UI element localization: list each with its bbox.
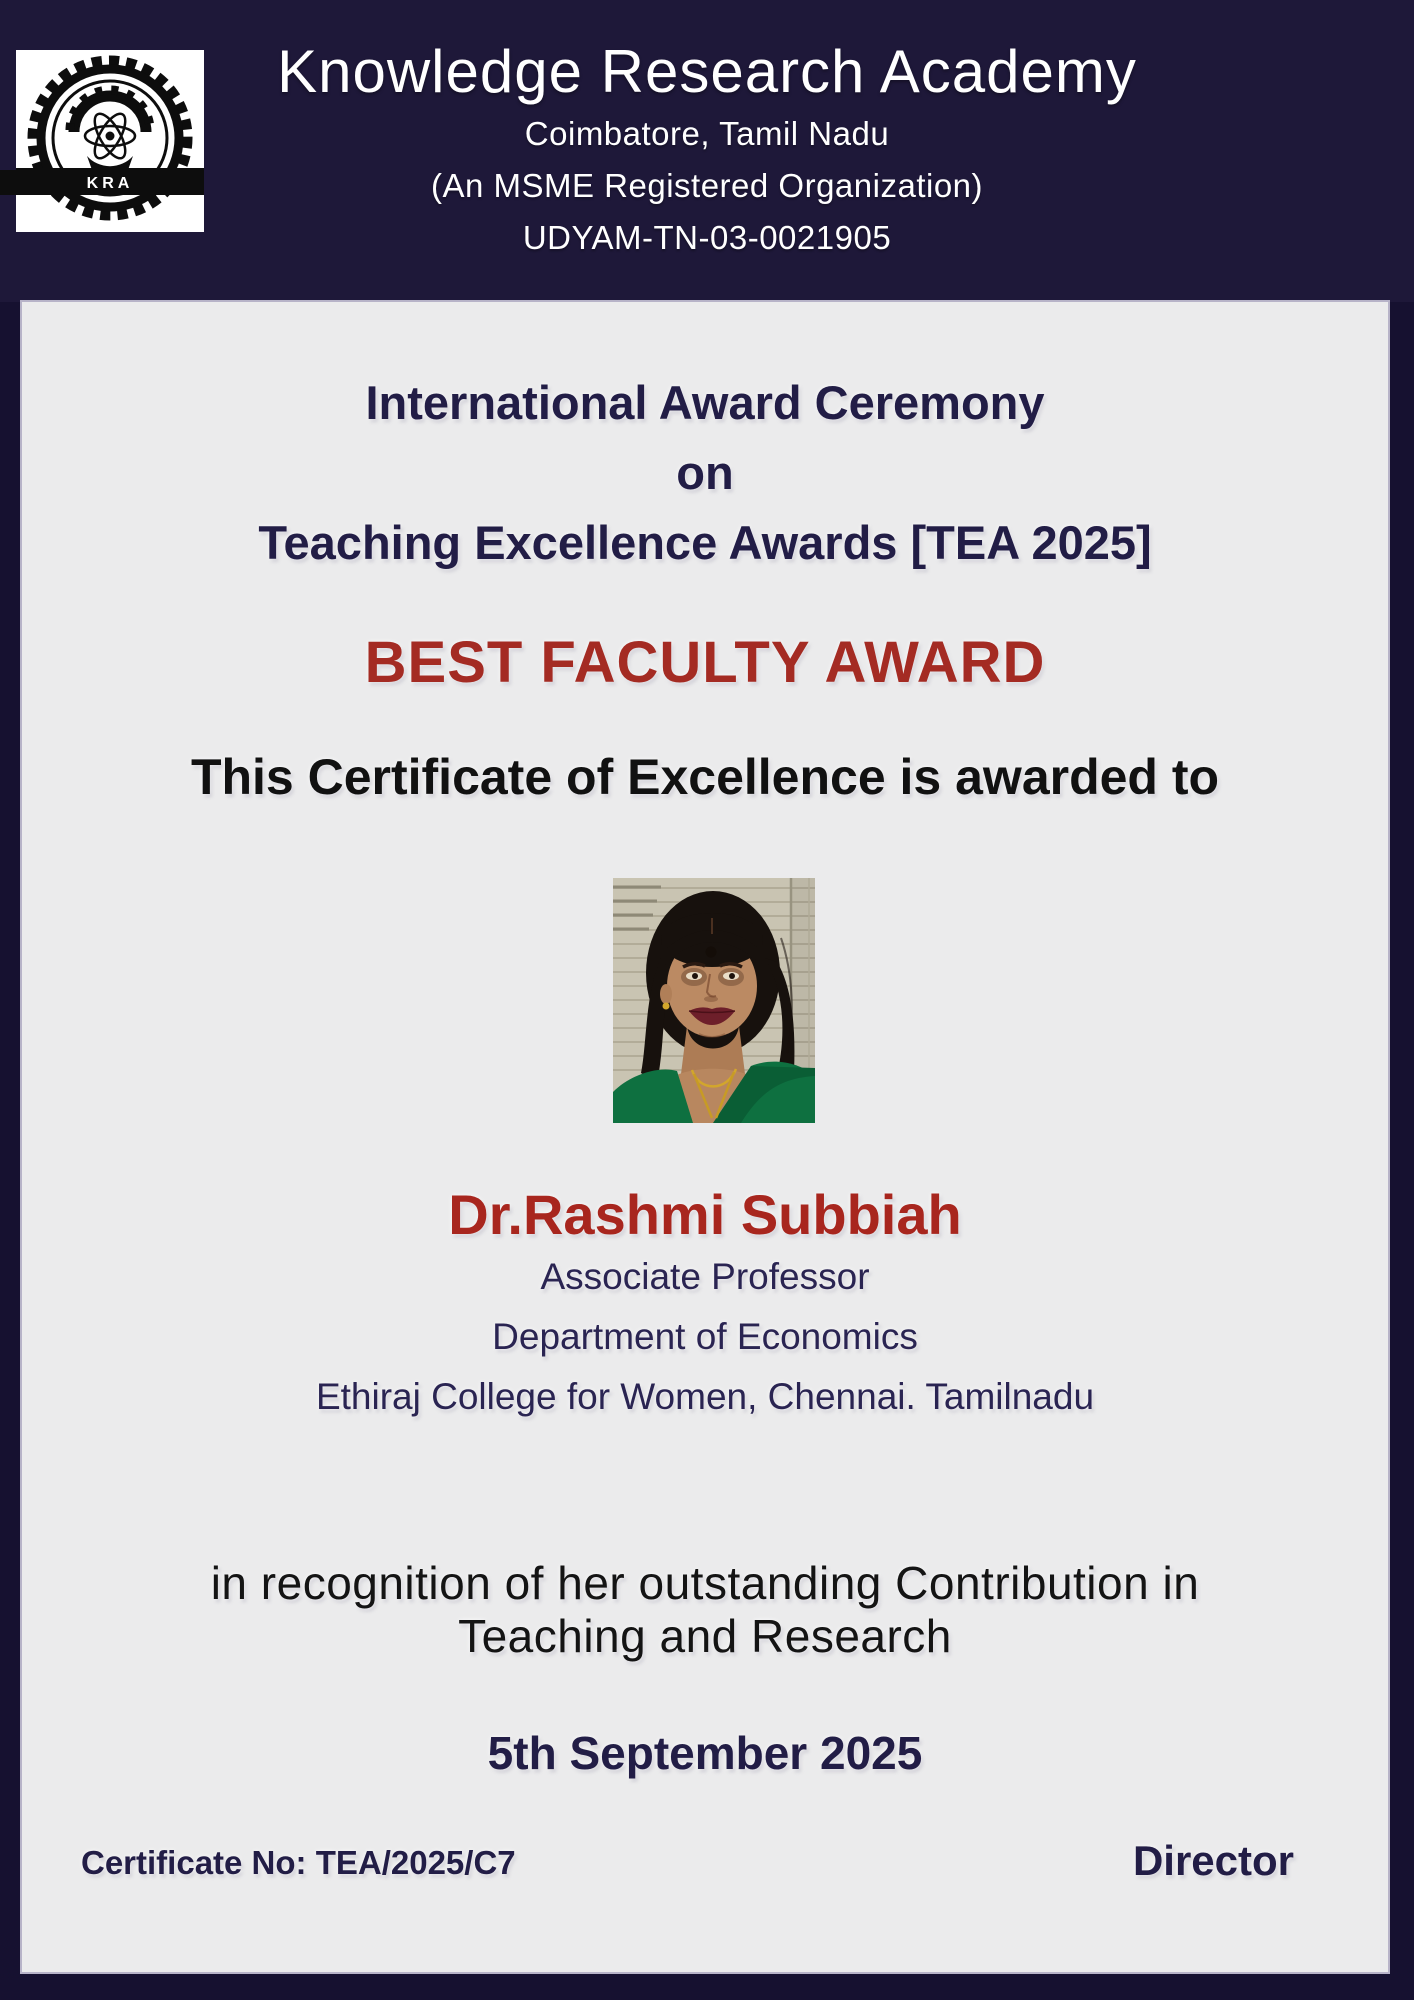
recipient-photo (613, 878, 815, 1123)
recognition-text (22, 1557, 1388, 1663)
presentation-line: This Certificate of Excellence is awarded to (190, 749, 1220, 805)
event-title-line2: on (676, 446, 734, 499)
academy-udyam: UDYAM-TN-03-0021905 (522, 219, 892, 256)
recognition-line1: in recognition of her outstanding Contribution in (210, 1557, 1200, 1609)
recipient-designation: Associate Professor (540, 1256, 870, 1297)
academy-org-line: (An MSME Registered Organization) (430, 167, 984, 204)
recognition-line2: Teaching and Research (458, 1610, 952, 1662)
academy-location: Coimbatore, Tamil Nadu (524, 115, 890, 152)
award-date: 5th September 2025 (487, 1727, 923, 1779)
academy-logo (16, 50, 204, 232)
certificate-number: Certificate No: TEA/2025/C7 (81, 1844, 516, 1881)
recipient-department: Department of Economics (492, 1316, 918, 1357)
event-title-line1: International Award Ceremony (365, 376, 1045, 429)
recipient-name: Dr.Rashmi Subbiah (448, 1183, 962, 1246)
event-title-line3: Teaching Excellence Awards [TEA 2025] (258, 516, 1152, 569)
recipient-details (22, 1247, 1388, 1427)
award-title: BEST FACULTY AWARD (364, 630, 1046, 695)
signatory-director: Director (1132, 1837, 1294, 1884)
certificate-body (22, 302, 1388, 1972)
header (0, 0, 1414, 302)
header-text-stack (0, 36, 1414, 264)
kra-badge-icon (16, 50, 204, 232)
recipient-institution: Ethiraj College for Women, Chennai. Tamilnadu (315, 1376, 1095, 1417)
logo-text: KRA (86, 175, 134, 192)
event-title (22, 368, 1388, 578)
academy-name: Knowledge Research Academy (277, 38, 1137, 105)
